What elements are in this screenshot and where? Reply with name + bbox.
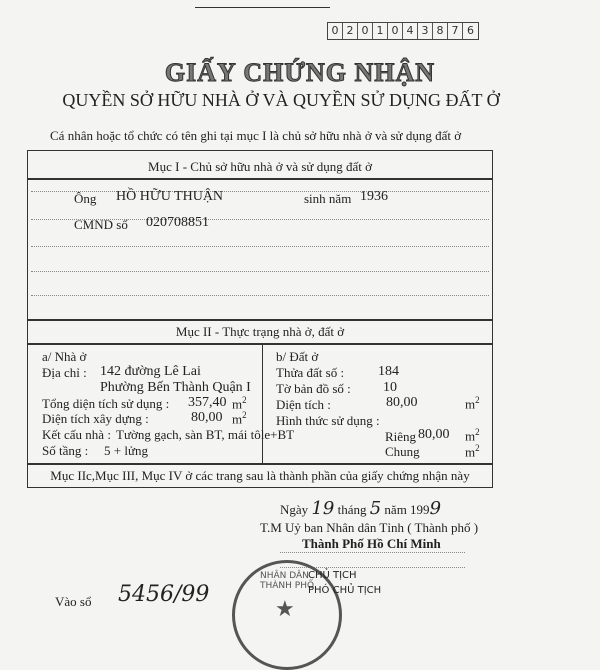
map-label: Tờ bản đồ số : [276, 381, 351, 396]
unit: m [232, 411, 243, 427]
address-label: Địa chỉ : [42, 365, 87, 380]
house-heading: a/ Nhà ở [42, 349, 87, 364]
address-line1: 142 đường Lê Lai [100, 364, 201, 379]
footer-note: Mục IIc,Mục III, Mục IV ở các trang sau là thành phần của giấy chứng nhận này [50, 468, 470, 483]
unit: m [232, 396, 243, 412]
serial-digit: 0 [358, 23, 373, 39]
parcel-number: 184 [378, 364, 399, 379]
serial-digit: 4 [403, 23, 418, 39]
title-label: Ông [74, 191, 97, 206]
unit: m [465, 396, 476, 412]
serial-digit: 2 [343, 23, 358, 39]
day-value: 19 [311, 498, 335, 519]
section2-header: Mục II - Thực trạng nhà ở, đất ở [175, 324, 345, 339]
serial-digit: 1 [373, 23, 388, 39]
usage-label: Hình thức sử dụng : [276, 413, 380, 428]
birth-label: sinh năm [304, 191, 352, 206]
id-label: CMND số [74, 217, 128, 232]
day-label: Ngày [280, 502, 309, 517]
serial-digit: 6 [467, 24, 474, 37]
unit: m [465, 444, 476, 460]
year-label: năm 199 [384, 502, 430, 517]
serial-digit: 8 [433, 23, 448, 39]
floors-label: Số tầng : [42, 443, 89, 458]
address-line2: Phường Bến Thành Quận I [100, 380, 251, 395]
map-number: 10 [383, 380, 397, 395]
owner-name: HỒ HỮU THUẬN [116, 189, 224, 204]
serial-digit: 7 [448, 23, 463, 39]
document-title: GIẤY CHỨNG NHẬN [164, 58, 436, 87]
shared-label: Chung [385, 444, 420, 459]
document-subtitle: QUYỀN SỞ HỮU NHÀ Ở VÀ QUYỀN SỬ DỤNG ĐẤT Ở [62, 90, 500, 110]
section1-header: Mục I - Chủ sở hữu nhà ở và sử dụng đất ở [148, 159, 372, 174]
total-area-label: Tổng diện tích sử dụng : [42, 396, 170, 411]
serial-digit: 0 [388, 23, 403, 39]
vice-chairman-title: PHÓ CHỦ TỊCH [308, 585, 382, 596]
chairman-title: CHỦ TỊCH [308, 570, 357, 581]
structure-label: Kết cấu nhà : [42, 427, 111, 442]
certificate-table: Mục I - Chủ sở hữu nhà ở và sử dụng đất ở Ông HỒ HỮU THUẬN sinh năm 1936 CMND số 020708851 Mục II - Thực trạng nhà ở, đất ở a/ Nhà ở Địa chỉ : 142 đường Lê Lai Phường Bến Thành Quận I Tổng diện tích sử dụng : 357,40 $m^2$ Diện tích xây dựng : 80,00 $m^2$ Kết cấu nhà : Tường gạch, sàn BT, mái tôle+BT Số tầng : 5 + lửng b/ Đất ở Thửa đất số : 184 Tờ bản đồ số : 10 Diện tích : 80,00 $m^2$ Hình thức sử dụng : Riêng 80,00 $m^2$ Chung $m^2$ Mục IIc,Mục III, Mục IV ở các trang sau là thành phần của giấy chứng nhận này [27, 150, 493, 488]
city: Thành Phố Hồ Chí Minh [302, 536, 441, 551]
serial-digit: 0 [328, 23, 343, 39]
private-label: Riêng [385, 429, 417, 444]
total-area: 357,40 [188, 395, 227, 410]
land-heading: b/ Đất ở [276, 349, 319, 364]
register-label: Vào sổ [55, 594, 92, 609]
year-value: 9 [429, 498, 442, 519]
floors: 5 + lửng [104, 443, 148, 458]
private-area: 80,00 [418, 427, 450, 442]
serial-digit: 3 [418, 23, 433, 39]
structure: Tường gạch, sàn BT, mái tôle+BT [116, 427, 295, 442]
land-area-label: Diện tích : [276, 397, 331, 412]
build-area-label: Diện tích xây dựng : [42, 411, 149, 426]
build-area: 80,00 [191, 410, 223, 425]
birth-year: 1936 [360, 189, 388, 204]
intro-text: Cá nhân hoặc tổ chức có tên ghi tại mục I là chủ sở hữu nhà ở và sử dụng đất ở [50, 128, 462, 143]
month-label: tháng [337, 502, 367, 517]
top-rule [195, 7, 330, 8]
land-area: 80,00 [386, 395, 418, 410]
register-number: 5456/99 [118, 582, 210, 607]
authority: T.M Uỷ ban Nhân dân Tỉnh ( Thành phố ) [260, 520, 479, 535]
official-stamp: NHÂN DÂN THÀNH PHỐ ★ [232, 560, 342, 670]
id-number: 020708851 [146, 215, 209, 230]
serial-number [327, 22, 479, 40]
month-value: 5 [369, 498, 382, 519]
parcel-label: Thửa đất số : [276, 365, 345, 380]
unit: m [465, 428, 476, 444]
stamp-text: NHÂN DÂN THÀNH PHỐ [260, 571, 315, 591]
